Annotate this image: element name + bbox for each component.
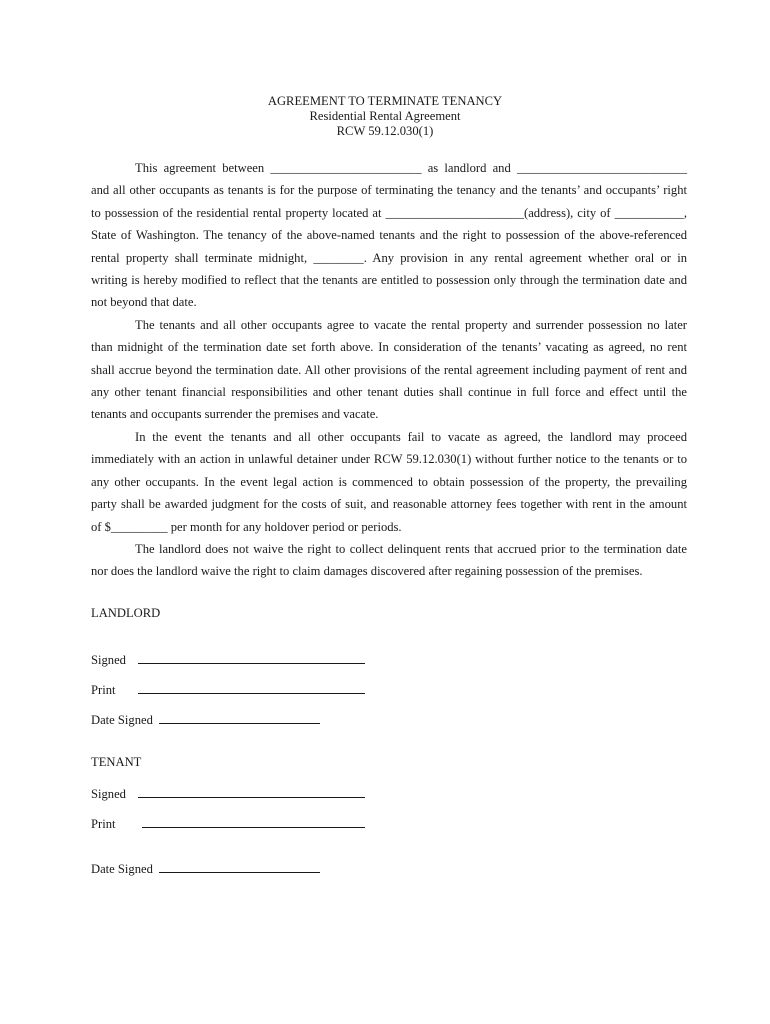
- text-line: any other tenant financial responsibilities and other tenant duties shall continue in full force and effect until the: [91, 385, 687, 400]
- text-line: than midnight of the termination date set forth above. In consideration of the tenants’ vacating as agreed, no rent: [91, 340, 687, 355]
- document-header: [0, 94, 770, 139]
- text-line: writing is hereby modified to reflect that the tenants are entitled to possession only through the termination date and: [91, 273, 687, 288]
- text-line: State of Washington. The tenancy of the above-named tenants and the right to possession of the above-referenced: [91, 228, 687, 243]
- text-line: This agreement between ________________________ as landlord and ___________________________: [135, 161, 687, 175]
- tenant-heading: TENANT: [91, 755, 142, 769]
- paragraph-vacate: [91, 314, 687, 426]
- text-line: tenants and occupants surrender the premises and vacate.: [91, 407, 379, 422]
- text-line: any other occupants. In the event legal action is commenced to obtain possession of the property, the prevailing: [91, 474, 687, 489]
- landlord-print-row: [91, 681, 365, 698]
- statute-reference: RCW 59.12.030(1): [336, 124, 434, 138]
- text-line: and all other occupants as tenants is for the purpose of terminating the tenancy and the tenants’ and occupants’ right: [91, 183, 687, 198]
- tenant-signed-label: Signed: [91, 787, 126, 801]
- paragraph-unlawful-detainer: [91, 426, 687, 538]
- tenant-date-row: [91, 860, 320, 877]
- paragraph-no-waiver: [91, 538, 687, 583]
- landlord-signed-row: [91, 651, 365, 668]
- landlord-print-label: Print: [91, 683, 116, 697]
- text-line: to possession of the residential rental property located at ______________________(address), city of ___________,: [91, 205, 687, 220]
- agreement-body: [91, 157, 687, 583]
- landlord-date-signed-label: Date Signed: [91, 713, 153, 727]
- landlord-print-field[interactable]: [138, 681, 365, 694]
- tenant-print-field[interactable]: [142, 815, 365, 828]
- landlord-heading: LANDLORD: [91, 606, 161, 620]
- tenant-print-label: Print: [91, 817, 116, 831]
- text-line: not beyond that date.: [91, 295, 197, 310]
- text-line: nor does the landlord waive the right to claim damages discovered after regaining possession of the premises.: [91, 564, 643, 579]
- landlord-signed-label: Signed: [91, 653, 126, 667]
- text-line: rental property shall terminate midnight, ________. Any provision in any rental agreement whether oral or in: [91, 250, 687, 265]
- document-title: AGREEMENT TO TERMINATE TENANCY: [267, 94, 503, 108]
- text-line: of $_________ per month for any holdover period or periods.: [91, 519, 402, 534]
- landlord-date-field[interactable]: [159, 711, 320, 724]
- tenant-signature-field[interactable]: [138, 785, 365, 798]
- text-line: shall accrue beyond the termination date. All other provisions of the rental agreement including payment of rent and: [91, 362, 687, 377]
- landlord-date-row: [91, 711, 320, 728]
- tenant-print-row: [91, 815, 365, 832]
- tenant-date-field[interactable]: [159, 860, 320, 873]
- document-subtitle: Residential Rental Agreement: [309, 109, 461, 123]
- text-line: immediately with an action in unlawful detainer under RCW 59.12.030(1) without further notice to the tenants or to: [91, 452, 687, 467]
- text-line: In the event the tenants and all other occupants fail to vacate as agreed, the landlord may proceed: [135, 429, 687, 444]
- tenant-signed-row: [91, 785, 365, 802]
- text-line: The tenants and all other occupants agree to vacate the rental property and surrender possession no later: [135, 317, 687, 332]
- tenant-date-signed-label: Date Signed: [91, 862, 153, 876]
- paragraph-parties: [91, 157, 687, 314]
- text-line: party shall be awarded judgment for the costs of suit, and reasonable attorney fees together with rent in the amount: [91, 497, 687, 512]
- landlord-signature-field[interactable]: [138, 651, 365, 664]
- text-line: The landlord does not waive the right to collect delinquent rents that accrued prior to the termination date: [135, 541, 687, 556]
